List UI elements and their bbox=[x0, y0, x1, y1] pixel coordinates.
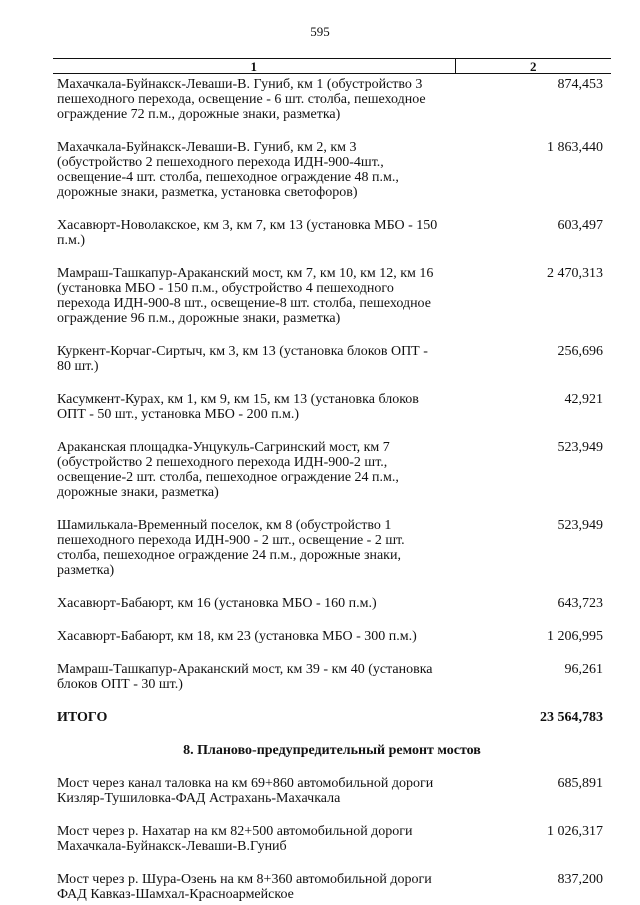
row-amount: 42,921 bbox=[564, 392, 603, 407]
row-description: Мамраш-Ташкапур-Араканский мост, км 7, км 10, км 12, км 16 (установка МБО - 150 п.м., обустройство 4 пешеходного перехода ИДН-900-8 шт., освещение-8 шт. столба, пешеходное ограждение 96 п.м., дорожные знаки, разметка) bbox=[57, 266, 434, 326]
row-amount: 837,200 bbox=[557, 872, 603, 887]
row-amount: 523,949 bbox=[557, 518, 603, 533]
column-header-2: 2 bbox=[455, 59, 611, 74]
row-spacer-cell bbox=[53, 644, 611, 659]
row-description: Куркент-Корчаг-Сиртыч, км 3, км 13 (установка блоков ОПТ - 80 шт.) bbox=[57, 344, 428, 374]
row-spacer-cell bbox=[53, 854, 611, 869]
table-row bbox=[53, 626, 611, 644]
table-body bbox=[53, 74, 611, 903]
row-spacer-cell bbox=[53, 500, 611, 515]
row-spacer bbox=[53, 806, 611, 821]
table-header-row bbox=[53, 59, 611, 74]
row-description: ИТОГО bbox=[57, 710, 108, 725]
row-spacer-cell bbox=[53, 578, 611, 593]
row-spacer bbox=[53, 692, 611, 707]
table-row bbox=[53, 515, 611, 578]
row-description: Мост через р. Шура-Озень на км 8+360 автомобильной дороги ФАД Кавказ-Шамхал-Красноармейское bbox=[57, 872, 432, 902]
row-description: Хасавюрт-Новолакское, км 3, км 7, км 13 (установка МБО - 150 п.м.) bbox=[57, 218, 438, 248]
row-spacer-cell bbox=[53, 692, 611, 707]
row-spacer bbox=[53, 374, 611, 389]
works-table bbox=[53, 58, 611, 902]
row-amount: 523,949 bbox=[557, 440, 603, 455]
row-spacer bbox=[53, 422, 611, 437]
row-description: Мост через канал таловка на км 69+860 автомобильной дороги Кизляр-Тушиловка-ФАД Астрахань-Махачкала bbox=[57, 776, 434, 806]
page-number: 595 bbox=[310, 24, 330, 39]
row-description: Араканская площадка-Унцукуль-Сагринский мост, км 7 (обустройство 2 пешеходного перехода ИДН-900-2 шт., освещение-2 шт. столба, пешеходное ограждение 24 п.м., дорожные знаки, разметка) bbox=[57, 440, 399, 500]
row-spacer-cell bbox=[53, 758, 611, 773]
row-spacer bbox=[53, 725, 611, 740]
row-description: Мамраш-Ташкапур-Араканский мост, км 39 - км 40 (установка блоков ОПТ - 30 шт.) bbox=[57, 662, 433, 692]
row-description: Шамилькала-Временный поселок, км 8 (обустройство 1 пешеходного перехода ИДН-900 - 2 шт., освещение - 2 шт. столба, пешеходное ограждение 24 п.м., дорожные знаки, разметка) bbox=[57, 518, 405, 578]
row-description: Хасавюрт-Бабаюрт, км 18, км 23 (установка МБО - 300 п.м.) bbox=[57, 629, 417, 644]
row-description: Махачкала-Буйнакск-Леваши-В. Гуниб, км 1 (обустройство 3 пешеходного перехода, освещение - 6 шт. столба, пешеходное ограждение 72 п.м., дорожные знаки, разметка) bbox=[57, 77, 426, 122]
row-description: Хасавюрт-Бабаюрт, км 16 (установка МБО - 160 п.м.) bbox=[57, 596, 377, 611]
row-spacer bbox=[53, 500, 611, 515]
row-spacer bbox=[53, 326, 611, 341]
row-spacer bbox=[53, 854, 611, 869]
row-amount: 643,723 bbox=[557, 596, 603, 611]
table-row bbox=[53, 341, 611, 374]
row-description: Махачкала-Буйнакск-Леваши-В. Гуниб, км 2, км 3 (обустройство 2 пешеходного перехода ИДН-900-4шт., освещение-4 шт. столба, пешеходное ограждение 48 п.м., дорожные знаки, разметка, установка светофоров) bbox=[57, 140, 399, 200]
total-row bbox=[53, 707, 611, 725]
row-spacer-cell bbox=[53, 725, 611, 740]
row-spacer-cell bbox=[53, 806, 611, 821]
table-row bbox=[53, 263, 611, 326]
table-row bbox=[53, 437, 611, 500]
row-amount: 1 026,317 bbox=[547, 824, 603, 839]
row-amount: 685,891 bbox=[557, 776, 603, 791]
table-row bbox=[53, 821, 611, 854]
row-spacer-cell bbox=[53, 422, 611, 437]
row-spacer bbox=[53, 122, 611, 137]
row-spacer-cell bbox=[53, 122, 611, 137]
table-row bbox=[53, 773, 611, 806]
table-row bbox=[53, 869, 611, 902]
row-spacer-cell bbox=[53, 611, 611, 626]
row-spacer bbox=[53, 758, 611, 773]
table-row bbox=[53, 215, 611, 248]
table-row bbox=[53, 137, 611, 200]
row-amount: 256,696 bbox=[557, 344, 603, 359]
table-row bbox=[53, 389, 611, 422]
section-heading-row bbox=[53, 740, 611, 758]
row-spacer-cell bbox=[53, 326, 611, 341]
row-amount: 2 470,313 bbox=[547, 266, 603, 281]
row-spacer bbox=[53, 578, 611, 593]
row-description: Мост через р. Нахатар на км 82+500 автомобильной дороги Махачкала-Буйнакск-Леваши-В.Гуниб bbox=[57, 824, 413, 854]
row-amount: 23 564,783 bbox=[540, 710, 603, 725]
row-description: Касумкент-Курах, км 1, км 9, км 15, км 13 (установка блоков ОПТ - 50 шт., установка МБО - 200 п.м.) bbox=[57, 392, 419, 422]
section-title: 8. Планово-предупредительный ремонт мостов bbox=[183, 743, 481, 758]
row-amount: 1 863,440 bbox=[547, 140, 603, 155]
row-spacer bbox=[53, 644, 611, 659]
table-row bbox=[53, 593, 611, 611]
row-amount: 96,261 bbox=[564, 662, 603, 677]
row-amount: 874,453 bbox=[557, 77, 603, 92]
column-header-1: 1 bbox=[53, 59, 455, 74]
row-spacer bbox=[53, 248, 611, 263]
row-spacer-cell bbox=[53, 248, 611, 263]
row-amount: 603,497 bbox=[557, 218, 603, 233]
row-spacer bbox=[53, 611, 611, 626]
row-spacer-cell bbox=[53, 200, 611, 215]
table-row bbox=[53, 659, 611, 692]
row-spacer bbox=[53, 200, 611, 215]
row-spacer-cell bbox=[53, 374, 611, 389]
table-row bbox=[53, 74, 611, 123]
row-amount: 1 206,995 bbox=[547, 629, 603, 644]
